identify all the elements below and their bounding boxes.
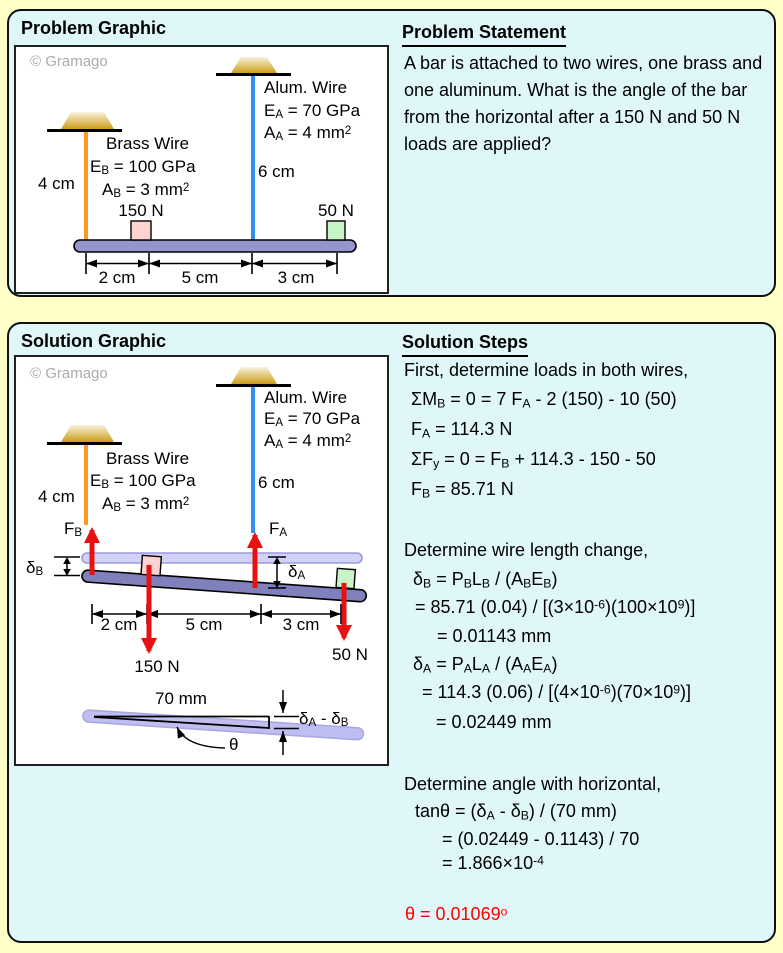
load-50-label: 50 N bbox=[318, 201, 354, 220]
solution-step-line: $\Sigma M_B = 0 = 7$ $F_A - 2$ (150) - 10 (50) bbox=[411, 389, 677, 411]
alum-wire-label: Alum. Wire bbox=[264, 388, 348, 407]
brass-support-anchor bbox=[47, 112, 122, 131]
solution-step-line: $\delta_B = P_BL_B / (A_BE_B)$ bbox=[413, 569, 558, 591]
brass-support-anchor bbox=[47, 425, 122, 444]
solution-graphic-title: Solution Graphic bbox=[21, 331, 167, 351]
delta-b-label: $\delta_B$ bbox=[26, 558, 44, 579]
solution-step-line: = 85.71 $(0.04) / [(3\times 10^{-6})(100\times 10^9)]$ bbox=[415, 597, 696, 617]
dim-5cm-label: 5 cm bbox=[181, 268, 219, 287]
solution-step-line: Determine wire length change, bbox=[404, 540, 649, 560]
problem-graphic-box bbox=[14, 45, 389, 294]
problem-panel bbox=[7, 9, 776, 297]
solution-step-line: = $1.866\times 10^{-4}$ bbox=[442, 853, 544, 873]
delta-a-label: $\delta_A$ bbox=[288, 562, 306, 583]
solution-step-line: = 0.02449 mm bbox=[436, 712, 552, 732]
brass-modulus-label: $E_B = 100$ GPa bbox=[90, 157, 196, 178]
solution-step-line: $\Sigma F_y = 0 = F_B + 114.3 - 150 - 50$ bbox=[411, 449, 656, 471]
solution-step-line: Determine angle with horizontal, bbox=[404, 774, 662, 794]
brass-modulus-label: $E_B = 100$ GPa bbox=[90, 471, 196, 492]
brass-wire-label: Brass Wire bbox=[106, 449, 190, 468]
force-fa-label: $F_A$ bbox=[269, 519, 288, 540]
load-150-label: 150 N bbox=[118, 201, 164, 220]
alum-modulus-label: $E_A = 70$ GPa bbox=[264, 409, 361, 430]
solution-steps-title: Solution Steps bbox=[402, 332, 528, 357]
problem-statement-title: Problem Statement bbox=[402, 22, 566, 47]
bar-length-label: 70 mm bbox=[155, 689, 207, 708]
dim-5cm-label: 5 cm bbox=[185, 615, 223, 634]
brass-wire-label: Brass Wire bbox=[106, 134, 190, 153]
brass-area-label: $A_B = 3$ $mm^2$ bbox=[102, 180, 190, 201]
load-150-block bbox=[131, 221, 151, 240]
solution-step-line: = 0.01143 mm bbox=[437, 626, 552, 646]
solution-step-line: $F_B = 85.71$ N bbox=[411, 479, 514, 501]
solution-graphic-box bbox=[14, 355, 389, 766]
alum-support-anchor bbox=[216, 367, 291, 386]
theta-label: θ bbox=[229, 735, 239, 754]
solution-step-line: First, determine loads in both wires, bbox=[404, 360, 689, 380]
load-150-label: 150 N bbox=[134, 657, 180, 676]
alum-support-anchor bbox=[216, 57, 291, 75]
load-50-label: 50 N bbox=[332, 645, 368, 664]
original-bar bbox=[82, 553, 362, 563]
alum-length-label: 6 cm bbox=[258, 162, 295, 181]
alum-area-label: $A_A = 4$ $mm^2$ bbox=[264, 123, 352, 144]
brass-area-label: $A_B = 3$ $mm^2$ bbox=[102, 494, 190, 515]
dim-2cm-label: 2 cm bbox=[98, 268, 136, 287]
alum-wire-label: Alum. Wire bbox=[264, 78, 348, 97]
solution-step-line: $\delta_A = P_AL_A / (A_AE_A)$ bbox=[413, 654, 558, 676]
alum-area-label: $A_A = 4$ $mm^2$ bbox=[264, 431, 352, 452]
load-50-block bbox=[327, 221, 345, 240]
problem-graphic-title: Problem Graphic bbox=[21, 18, 167, 38]
solution-step-line: $F_A = 114.3$ N bbox=[411, 419, 513, 441]
brass-length-label: 4 cm bbox=[38, 174, 75, 193]
displaced-bar bbox=[82, 570, 367, 602]
watermark: © Gramago bbox=[30, 53, 108, 70]
brass-length-label: 4 cm bbox=[38, 487, 75, 506]
bar bbox=[74, 240, 356, 252]
final-answer: $\theta = 0.01069^o$ bbox=[405, 904, 508, 924]
solution-step-line: = 114.3 $(0.06) / [(4\times 10^{-6})(70\times 10^9)]$ bbox=[422, 682, 692, 702]
solution-panel bbox=[7, 322, 776, 943]
dim-2cm-label: 2 cm bbox=[100, 615, 138, 634]
force-fb-label: $F_B$ bbox=[64, 519, 83, 540]
alum-length-label: 6 cm bbox=[258, 473, 295, 492]
delta-b-measure bbox=[54, 557, 80, 576]
solution-step-line: $\tan\theta = (\delta_A - \delta_B) / (70$ mm) bbox=[415, 801, 617, 823]
watermark: © Gramago bbox=[30, 365, 108, 382]
delta-difference-label: $\delta_A - \delta_B$ bbox=[299, 709, 349, 730]
solution-step-line: = (0.02449 - 0.1143) / 70 bbox=[442, 829, 640, 849]
dim-3cm-label: 3 cm bbox=[282, 615, 320, 634]
dim-3cm-label: 3 cm bbox=[277, 268, 315, 287]
alum-modulus-label: $E_A = 70$ GPa bbox=[264, 101, 361, 122]
problem-statement-text: A bar is attached to two wires, one brass and one aluminum. What is the angle of the bar from the horizontal after a 150 N and 50 N loads are applied? bbox=[404, 53, 763, 154]
